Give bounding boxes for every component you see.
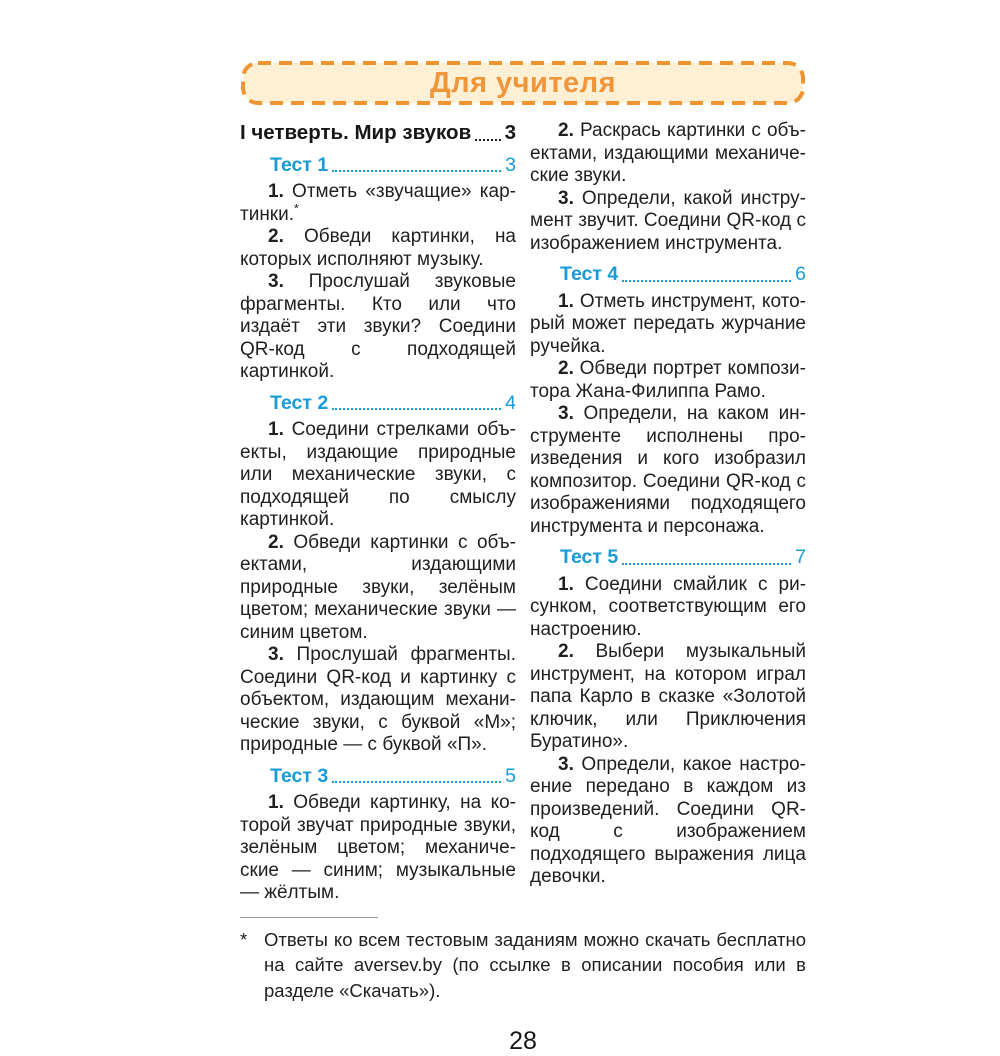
- item-number: 1.: [268, 419, 284, 440]
- dot-leader: [332, 408, 501, 410]
- left-column: [240, 120, 516, 905]
- test-5-item-3: [530, 754, 806, 889]
- item-text: Прослушай фрагменты. Соедини QR-код и картинку с объектом, издающим механические звуки, с буквой «М»; природные — с буквой «П».: [240, 644, 516, 755]
- test-2-item-3: [240, 644, 516, 757]
- item-number: 3.: [268, 271, 284, 292]
- item-number: 2.: [268, 531, 284, 553]
- item-text: Раскрась картинки с объектами, издающими механические звуки.: [530, 120, 806, 186]
- test-4-page: 6: [795, 263, 806, 285]
- item-text: Обведи портрет композитора Жана-Филиппа Рамо.: [530, 358, 806, 402]
- test-3-item-1: [240, 792, 516, 905]
- dot-leader: [475, 139, 500, 141]
- test-heading-4: [530, 263, 806, 286]
- item-number: 3.: [268, 644, 284, 665]
- section-heading: [240, 122, 516, 145]
- test-heading-1: [240, 154, 516, 177]
- item-number: 3.: [558, 753, 574, 775]
- dot-leader: [332, 170, 501, 172]
- section-heading-label: I четверть. Мир звуков: [240, 121, 472, 144]
- item-number: 1.: [268, 792, 284, 813]
- test-4-item-2: [530, 358, 806, 403]
- dot-leader: [622, 280, 791, 282]
- item-number: 3.: [558, 403, 574, 424]
- test-3-page: 5: [505, 764, 516, 787]
- test-1-item-2: [240, 226, 516, 271]
- dot-leader: [332, 781, 501, 783]
- item-number: 2.: [558, 641, 574, 662]
- test-1-item-1: [240, 181, 516, 226]
- book-page: [240, 0, 806, 1056]
- test-2-item-1: [240, 419, 516, 532]
- test-3-item-3: [530, 188, 806, 256]
- item-text: Обведи картинки, на которых исполняют музыку.: [240, 226, 516, 270]
- footnote-marker-ref: *: [294, 201, 299, 216]
- test-4-item-3: [530, 403, 806, 538]
- item-text: Отметь «звучащие» картинки.: [240, 181, 516, 225]
- item-number: 1.: [268, 181, 284, 202]
- test-2-label: Тест 2: [270, 391, 329, 414]
- test-4-item-1: [530, 291, 806, 359]
- test-5-label: Тест 5: [560, 546, 619, 568]
- header-badge: [240, 60, 806, 106]
- header-badge-label: Для учителя: [429, 66, 617, 99]
- section-heading-page: 3: [504, 121, 516, 144]
- item-text: Выбери музыкальный инструмент, на котором играл папа Карло в сказке «Золотой ключик, или Приключения Буратино».: [530, 641, 807, 752]
- right-column: [530, 120, 806, 905]
- item-text: Соедини смайлик с рисунком, соответствующим его настроению.: [530, 573, 807, 640]
- test-1-label: Тест 1: [270, 153, 329, 176]
- test-1-page: 3: [505, 153, 516, 176]
- dot-leader: [622, 563, 791, 565]
- test-heading-2: [240, 392, 516, 415]
- item-number: 2.: [558, 120, 574, 141]
- test-2-item-2: [240, 532, 516, 645]
- item-text: Определи, на каком инструменте исполнены произведения и кого изобразил композитор. Соедини QR-код с изображениями подходящего инструмента и персонажа.: [530, 403, 806, 537]
- footnote: [240, 917, 806, 1004]
- test-heading-3: [240, 765, 516, 788]
- item-text: Определи, какое настроение передано в каждом из произведений. Соедини QR-код с изображением подходящего выражения лица девочки.: [530, 753, 806, 887]
- item-text: Обведи картинку, на которой звучат природные звуки, зелёным цветом; механические — синим; музыкальные — жёлтым.: [240, 792, 516, 903]
- test-3-label: Тест 3: [270, 764, 329, 787]
- footnote-marker: *: [240, 928, 248, 950]
- test-1-item-3: [240, 271, 516, 384]
- item-number: 2.: [268, 226, 284, 247]
- test-2-page: 4: [505, 391, 516, 414]
- item-text: Соедини стрелками объекты, издающие природные или механические звуки, с подходящей по смыслу картинкой.: [240, 419, 516, 530]
- test-3-item-2: [530, 120, 806, 188]
- footnote-text: Ответы ко всем тестовым заданиям можно скачать бесплатно на сайте aversev.by (по ссылке в описании пособия или в разделе «Скачать»).: [264, 928, 806, 1001]
- test-heading-5: [530, 546, 806, 569]
- toc-columns: [240, 120, 806, 905]
- item-text: Обведи картинки с объектами, издающими природные звуки, зелёным цветом; механические звуки — синим цветом.: [240, 531, 516, 643]
- test-5-item-1: [530, 574, 806, 642]
- item-number: 1.: [558, 573, 574, 595]
- item-text: Прослушай звуковые фрагменты. Кто или что издаёт эти звуки? Соедини QR-код с подходящей картинкой.: [240, 271, 516, 382]
- item-text: Отметь инструмент, который может передать журчание ручейка.: [530, 290, 806, 357]
- item-number: 3.: [558, 187, 574, 209]
- footnote-divider: [240, 917, 378, 918]
- test-5-item-2: [530, 641, 806, 754]
- item-text: Определи, какой инструмент звучит. Соедини QR-код с изображением инструмента.: [530, 187, 806, 254]
- item-number: 2.: [558, 358, 574, 379]
- test-4-label: Тест 4: [560, 263, 619, 285]
- item-number: 1.: [558, 290, 574, 312]
- page-number: 28: [509, 1027, 537, 1055]
- test-5-page: 7: [795, 546, 806, 568]
